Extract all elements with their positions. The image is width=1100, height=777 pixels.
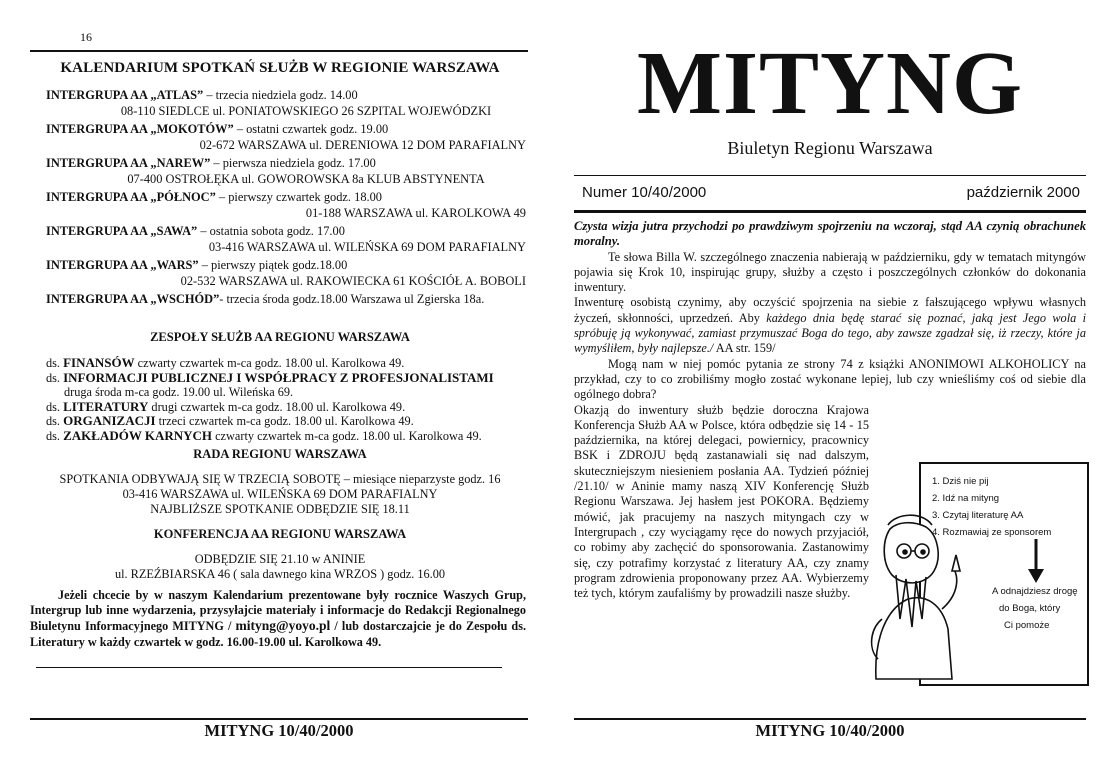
team-entry <box>46 356 536 371</box>
intergroup-address: 01-188 WARSZAWA ul. KAROLKOWA 49 <box>305 205 526 220</box>
footer-rule <box>30 718 528 720</box>
council-info <box>30 472 530 516</box>
team-prefix: ds. <box>46 428 64 443</box>
intergroup-entry <box>46 224 526 255</box>
team-prefix: ds. <box>46 370 64 385</box>
intergroup-entry <box>46 156 526 187</box>
paragraph-text: Inwenturę osobistą czynimy, aby oczyścić spojrzenia na siebie z fałszującego wpływu własnych życzeń, skłonności, uprzedzeń. Aby <box>574 295 1086 325</box>
intergroup-name: INTERGRUPA AA „MOKOTÓW” <box>46 122 234 136</box>
article-paragraph: Okazją do inwentury służb będzie doroczna Krajowa Konferencja Służb AA w Polsce, która odbędzie się 14 - 15 października, na której delegaci, powiernicy, pracownicy BSK i ZDROJU będą zastanawiali się nad dalszym, skuteczniejszym niesieniem posłania AA. Tydzień później /21.10/ w Aninie mamy naszą XIV Konferencję Służb Regionu Warszawa. Jej hasłem jest POKORA. Będziemy mówić, jak pracujemy na naszych mityngach czy w Intergrupach , czy wyciągamy ręce do nowych przyjaciół, co robimy aby zachęcić do sponsorowania. Zastanowimy się, czy potrafimy korzystać z literatury AA, czy znamy program zdrowienia proponowany przez AA. Wybierzemy też tych, którym zaufaliśmy by prowadzili nasze służby. <box>574 402 869 601</box>
board-item: 2. Idź na mityng <box>932 493 1000 504</box>
intergroup-entry <box>46 258 526 289</box>
team-entry <box>46 429 536 444</box>
page-footer: MITYNG 10/40/2000 <box>204 721 354 740</box>
intergroup-schedule: – pierwszy czwartek godz. 18.00 <box>215 190 382 204</box>
cartoon-illustration <box>856 459 1092 689</box>
council-line: 03-416 WARSZAWA ul. WILEŃSKA 69 DOM PARAFIALNY <box>122 486 438 501</box>
right-page <box>560 0 1100 777</box>
team-name: FINANSÓW <box>63 355 135 370</box>
team-name: INFORMACJI PUBLICZNEJ I WSPÓŁPRACY Z PROFESJONALISTAMI <box>63 369 494 385</box>
divider-line <box>36 667 502 668</box>
issue-number: Numer 10/40/2000 <box>582 184 707 201</box>
intergroup-entry <box>46 88 526 119</box>
notice-text: / lub dostarczajcie je do Zespołu ds. Literatury w każdy czwartek w godz. 16.00-19.00 ul. Karolkowa 49. <box>30 619 527 649</box>
page-footer: MITYNG 10/40/2000 <box>755 721 905 740</box>
team-name: LITERATURY <box>63 398 149 414</box>
intergroup-address: 07-400 OSTROŁĘKA ul. GOWOROWSKA 8a KLUB ABSTYNENTA <box>127 171 485 186</box>
intergroup-address: 02-532 WARSZAWA ul. RAKOWIECKA 61 KOŚCIÓŁ A. BOBOLI <box>180 273 526 288</box>
issue-date: październik 2000 <box>966 184 1080 201</box>
intergroup-name: INTERGRUPA AA „WSCHÓD” <box>46 292 220 306</box>
top-rule <box>30 50 528 52</box>
intergroup-name: INTERGRUPA AA „WARS” <box>46 258 199 272</box>
intergroup-list <box>46 88 526 311</box>
board-item: 4. Rozmawiaj ze sponsorem <box>932 527 1052 538</box>
team-schedule: trzeci czwartek m-ca godz. 18.00 ul. Karolkowa 49. <box>155 414 414 429</box>
team-entry <box>46 400 536 415</box>
team-schedule: czwarty czwartek m-ca godz. 18.00 ul. Karolkowa 49. <box>212 428 482 443</box>
team-schedule: czwarty czwartek m-ca godz. 18.00 ul. Karolkowa 49. <box>134 356 405 370</box>
conference-title: KONFERENCJA AA REGIONU WARSZAWA <box>153 527 407 541</box>
board-item: 3. Czytaj literaturę AA <box>932 510 1024 521</box>
conference-line: ul. RZEŹBIARSKA 46 ( sala dawnego kina WRZOS ) godz. 16.00 <box>114 566 446 581</box>
teams-list <box>46 356 536 444</box>
masthead-title: MITYNG <box>637 34 1023 133</box>
team-entry <box>46 371 536 386</box>
intergroup-address: 03-416 WARSZAWA ul. WILEŃSKA 69 DOM PARAFIALNY <box>208 239 526 254</box>
team-schedule: drugi czwartek m-ca godz. 18.00 ul. Karolkowa 49. <box>148 399 406 414</box>
notice-text: Jeżeli chcecie by w naszym Kalendarium prezentowane były rocznice Waszych Grup, Intergrup lub inne wydarzenia, przysyłajcie materiały i informacje do Redakcji Regionalnego Biuletynu Informacyjnego MITYNG / <box>30 588 526 634</box>
team-name: ZAKŁADÓW KARNYCH <box>63 427 213 443</box>
footer-rule <box>574 718 1086 720</box>
masthead-subtitle: Biuletyn Regionu Warszawa <box>727 138 933 158</box>
conference-line: ODBĘDZIE SIĘ 21.10 w ANINIE <box>194 552 366 566</box>
intergroup-schedule: – ostatni czwartek godz. 19.00 <box>233 122 389 136</box>
conference-info <box>30 552 530 582</box>
intergroup-address: 08-110 SIEDLCE ul. PONIATOWSKIEGO 26 SZPITAL WOJEWÓDZKI <box>120 103 492 118</box>
council-title: RADA REGIONU WARSZAWA <box>193 447 367 461</box>
teams-title: ZESPOŁY SŁUŻB AA REGIONU WARSZAWA <box>150 330 410 344</box>
intergroup-address: 02-672 WARSZAWA ul. DERENIOWA 12 DOM PARAFIALNY <box>199 137 526 152</box>
calendar-title: KALENDARIUM SPOTKAŃ SŁUŻB W REGIONIE WARSZAWA <box>60 60 500 76</box>
team-prefix: ds. <box>46 356 64 370</box>
intergroup-entry <box>46 292 526 308</box>
intergroup-schedule: - trzecia środa godz.18.00 Warszawa ul Zgierska 18a. <box>219 292 485 306</box>
intergroup-name: INTERGRUPA AA „SAWA” <box>46 224 198 238</box>
intergroup-schedule: – pierwszy piątek godz.18.00 <box>198 258 348 272</box>
issue-bar <box>574 175 1086 213</box>
editorial-notice <box>30 588 526 650</box>
intergroup-schedule: – pierwsza niedziela godz. 17.00 <box>210 156 376 170</box>
intergroup-name: INTERGRUPA AA „PÓŁNOC” <box>46 190 216 204</box>
intergroup-entry <box>46 190 526 221</box>
board-caption: do Boga, który <box>999 603 1061 614</box>
article-paragraph <box>574 295 1086 356</box>
council-line: SPOTKANIA ODBYWAJĄ SIĘ W TRZECIĄ SOBOTĘ – miesiące nieparzyste godz. 16 <box>59 472 501 486</box>
team-name: ORGANIZACJI <box>63 413 156 429</box>
board-item: 1. Dziś nie pij <box>932 476 989 487</box>
intergroup-schedule: – ostatnia sobota godz. 17.00 <box>197 224 345 238</box>
quote-source: AA str. 159/ <box>713 341 776 356</box>
intergroup-name: INTERGRUPA AA „NAREW” <box>46 156 211 170</box>
article-lead: Czysta wizja jutra przychodzi po prawdziwym spojrzeniu na wczoraj, stąd AA czynią obrachunek moralny. <box>574 219 1086 249</box>
board-caption: A odnajdziesz drogę <box>992 586 1078 597</box>
notice-email: mityng@yoyo.pl <box>235 618 331 634</box>
article-paragraph: Mogą nam w niej pomóc pytania ze strony 74 z książki ANONIMOWI ALKOHOLICY na przykład, czy to co zrobiliśmy mogło zostać wykonane lepiej, lub czy wnieśliśmy coś od siebie dla ogólnego dobra? <box>574 356 1086 402</box>
council-line: NAJBLIŻSZE SPOTKANIE ODBĘDZIE SIĘ 18.11 <box>150 501 410 516</box>
page-number: 16 <box>80 30 92 44</box>
article-paragraph: Te słowa Billa W. szczególnego znaczenia nabierają w październiku, gdy w tematach mityngów pojawia się Krok 10, inspirując grupy, służby a często i poszczególnych członków do dokonania inwentury. <box>574 249 1086 295</box>
team-schedule: druga środa m-ca godz. 19.00 ul. Wileńska 69. <box>64 385 294 400</box>
left-page <box>0 0 540 777</box>
team-prefix: ds. <box>46 414 64 429</box>
team-entry <box>46 414 536 429</box>
quote-text: każdego dnia będę starać się poznać, jaką jest Jego wola i spróbuję ją wykonywać, zamiast przymuszać Boga do tego, aby zawsze zgadzał się, iż rzeczy, które ja wymyśliłem, były najlepsze./ <box>574 310 1086 356</box>
intergroup-name: INTERGRUPA AA „ATLAS” <box>46 88 204 102</box>
intergroup-schedule: – trzecia niedziela godz. 14.00 <box>203 88 358 102</box>
team-prefix: ds. <box>46 399 64 414</box>
board-caption: Ci pomoże <box>1004 620 1050 631</box>
intergroup-entry <box>46 122 526 153</box>
